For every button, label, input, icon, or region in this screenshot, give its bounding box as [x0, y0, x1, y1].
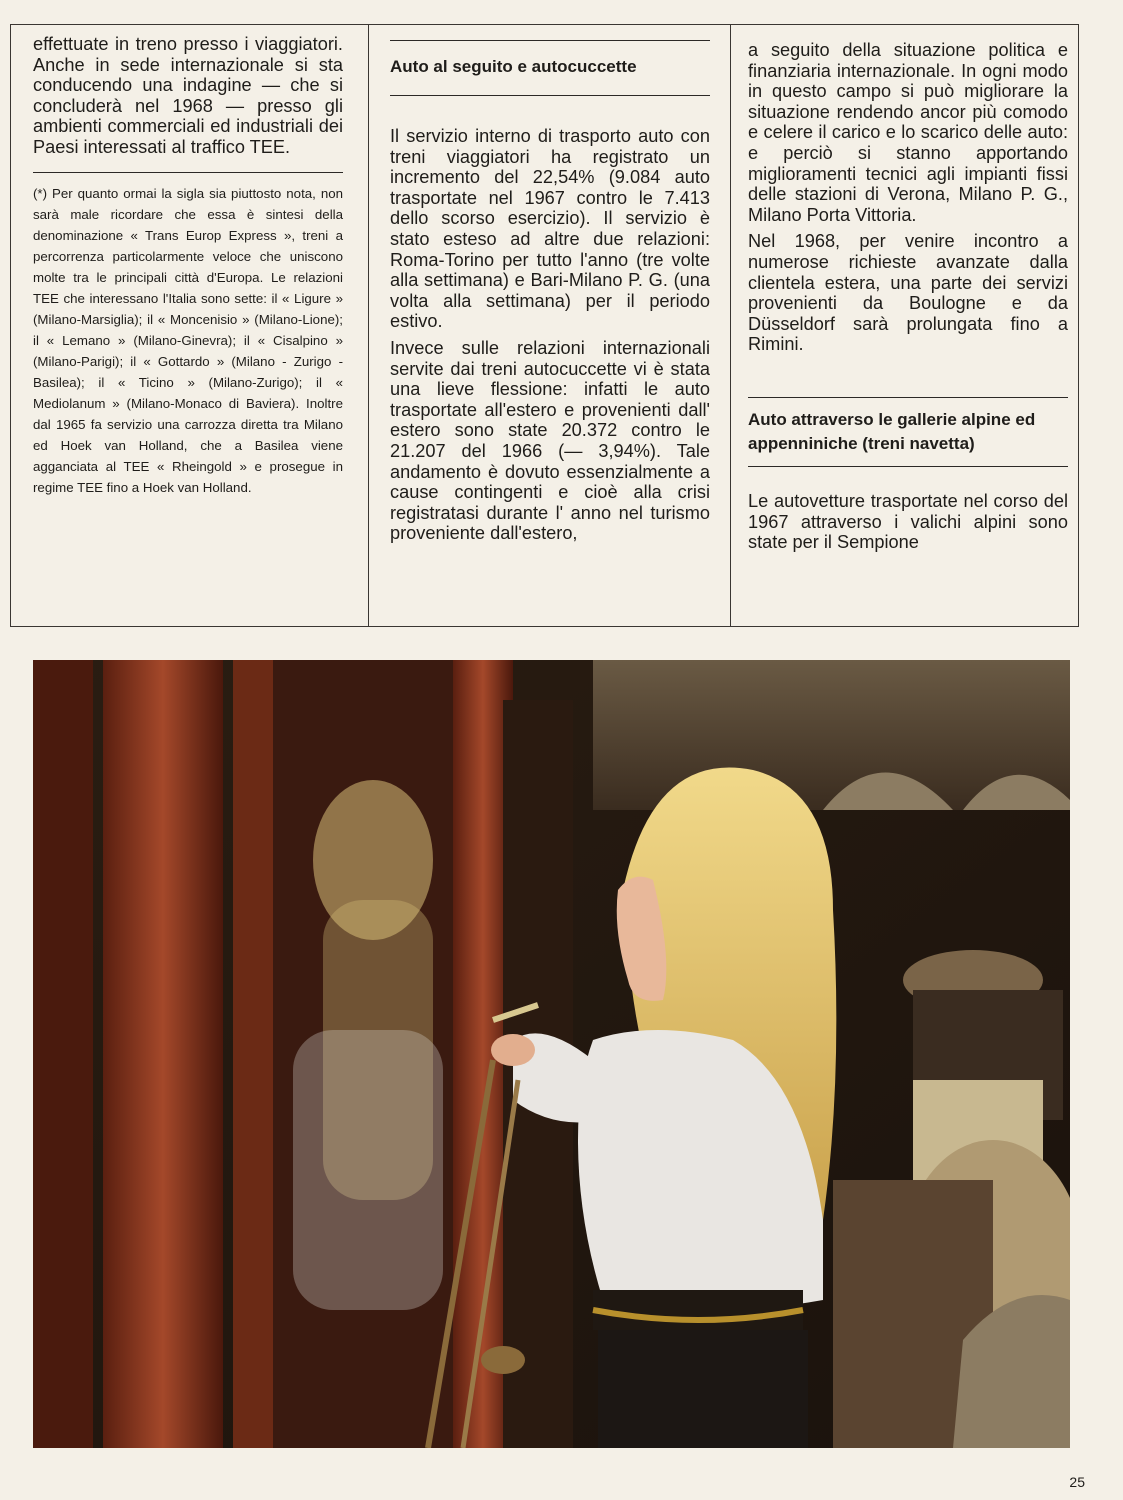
col3-paragraph-2: Nel 1968, per venire incontro a numerose richieste avanzate dalla clientela estera, una parte dei servizi provenienti da Boulogne e da Düsseldorf sarà prolungata fino a Rimini. [748, 231, 1068, 355]
section-heading-autocuccette: Auto al seguito e autocuccette [390, 57, 637, 76]
heading-rule-bottom [748, 466, 1068, 467]
column-divider-left [368, 24, 369, 627]
column-1 [33, 34, 343, 498]
col2-paragraph-2: Invece sulle relazioni internazionali servite dai treni autocuccette vi è stata una lieve flessione: infatti le auto trasportate all'estero e provenienti dall' estero sono state 20.372 contro le 21.207 del 1966 (— 3,94%). Tale andamento è dovuto essenzialmente a cause contingenti e cioè alla crisi registratasi durante l' anno nel turismo proveniente dall'estero, [390, 337, 710, 544]
col3-paragraph-3: Le autovetture trasportate nel corso del 1967 attraverso i valichi alpini sono state per il Sempione [748, 490, 1068, 553]
col1-body: effettuate in treno presso i viaggiatori. Anche in sede internazionale si sta conducendo una indagine — che si concluderà nel 1968 — presso gli ambienti commerciali ed industriali dei Paesi interessati al traffico TEE. [33, 34, 343, 157]
heading-rule-top [748, 397, 1068, 398]
heading-rule-bottom [390, 95, 710, 96]
column-3 [748, 40, 1068, 553]
footnote-rule [33, 172, 343, 173]
photo-woman-writing-in-train [33, 660, 1070, 1448]
section-heading-treni-navetta: Auto attraverso le gallerie alpine ed appenniniche (treni navetta) [748, 409, 1036, 453]
page-number: 25 [1069, 1474, 1085, 1490]
column-2 [390, 40, 710, 544]
column-divider-right [730, 24, 731, 627]
col2-paragraph-1: Il servizio interno di trasporto auto con treni viaggiatori ha registrato un incremento del 22,54% (9.084 auto trasportate nel 1967 contro le 7.413 dello scorso esercizio). Il servizio è stato esteso ad altre due relazioni: Roma-Torino per tutto l'anno (tre volte alla settimana) e Bari-Milano P. G. (una volta alla settimana) per il periodo estivo. [390, 126, 710, 332]
footnote: (*) Per quanto ormai la sigla sia piuttosto nota, non sarà male ricordare che essa è sintesi della denominazione « Trans Europ Express », treni a percorrenza particolarmente veloce che uniscono molte tra le principali città d'Europa. Le relazioni TEE che interessano l'Italia sono sette: il « Ligure » (Milano-Marsiglia); il « Moncenisio » (Milano-Lione); il « Lemano » (Milano-Ginevra); il « Cisalpino » (Milano-Parigi); il « Gottardo » (Milano - Zurigo - Basilea); il « Ticino » (Milano-Zurigo); il « Mediolanum » (Milano-Monaco di Baviera). Inoltre dal 1965 fa servizio una carrozza diretta tra Milano ed Hoek van Holland, che a Basilea viene agganciata al TEE « Rheingold » e prosegue in regime TEE fino a Hoek van Holland. [33, 185, 343, 495]
heading-rule-top [390, 40, 710, 41]
col3-paragraph-1: a seguito della situazione politica e finanziaria internazionale. In ogni modo in questo campo si può migliorare la situazione rendendo ancor più comodo e celere il carico e lo scarico delle auto: e perciò si stanno apportando miglioramenti tecnici agli impianti fissi delle stazioni di Verona, Milano P. G., Milano Porta Vittoria. [748, 40, 1068, 225]
